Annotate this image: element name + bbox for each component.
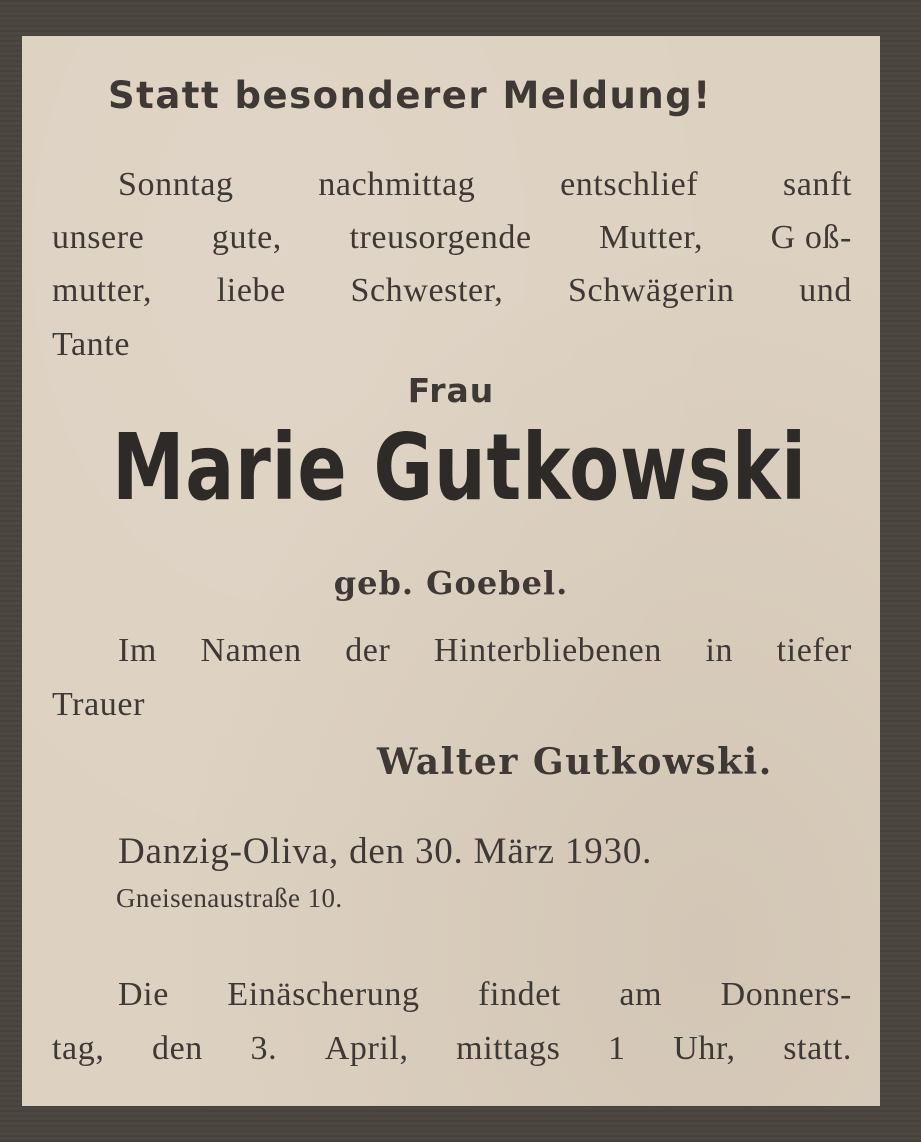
word: mutter,: [52, 272, 153, 309]
word: mittags: [456, 1030, 561, 1067]
word: tiefer: [776, 632, 852, 669]
word: April,: [324, 1030, 409, 1067]
word: in: [705, 632, 734, 669]
word: Schwägerin: [568, 272, 735, 309]
word: liebe: [216, 272, 286, 309]
word: sanft: [782, 166, 852, 203]
paragraph1-line3: [52, 272, 852, 310]
word: 1: [608, 1030, 626, 1067]
word: Im: [118, 632, 157, 669]
word: Donners-: [720, 976, 852, 1013]
death-notice-clipping: [22, 36, 880, 1106]
paragraph1-line4: Tante: [52, 326, 131, 363]
word: statt.: [783, 1030, 852, 1067]
word: unsere: [52, 219, 145, 256]
paragraph3-line1: [118, 976, 852, 1014]
word: G oß-: [770, 219, 852, 256]
word: Namen: [200, 632, 302, 669]
word: 3.: [250, 1030, 278, 1067]
word: Die: [118, 976, 169, 1013]
word: tag,: [52, 1030, 105, 1067]
paragraph1-line1: [118, 166, 852, 204]
maiden-name: geb. Goebel.: [333, 564, 569, 602]
word: den: [152, 1030, 203, 1067]
word: der: [345, 632, 391, 669]
word: Hinterbliebenen: [433, 632, 662, 669]
deceased-name: Marie Gutkowski: [112, 414, 807, 521]
word: Uhr,: [673, 1030, 736, 1067]
word: am: [619, 976, 663, 1013]
paragraph2-line2: Trauer: [52, 686, 145, 723]
word: nachmittag: [318, 166, 476, 203]
word: entschlief: [560, 166, 699, 203]
word: und: [799, 272, 852, 309]
place-and-date: Danzig-Oliva, den 30. März 1930.: [118, 831, 653, 872]
word: Mutter,: [599, 219, 704, 256]
word: findet: [478, 976, 561, 1013]
street-address: Gneisenaustraße 10.: [116, 883, 343, 913]
word: Sonntag: [118, 166, 234, 203]
paragraph2-line1: [118, 632, 852, 670]
signer-name: Walter Gutkowski.: [377, 741, 773, 783]
paragraph1-line2: [52, 219, 852, 257]
notice-headline: Statt besonderer Meldung!: [108, 74, 712, 117]
word: Einäscherung: [227, 976, 420, 1013]
word: Schwester,: [350, 272, 504, 309]
word: gute,: [211, 219, 282, 256]
word: treusorgende: [349, 219, 532, 256]
title-frau: Frau: [407, 371, 495, 410]
paragraph3-line2: [52, 1030, 852, 1068]
